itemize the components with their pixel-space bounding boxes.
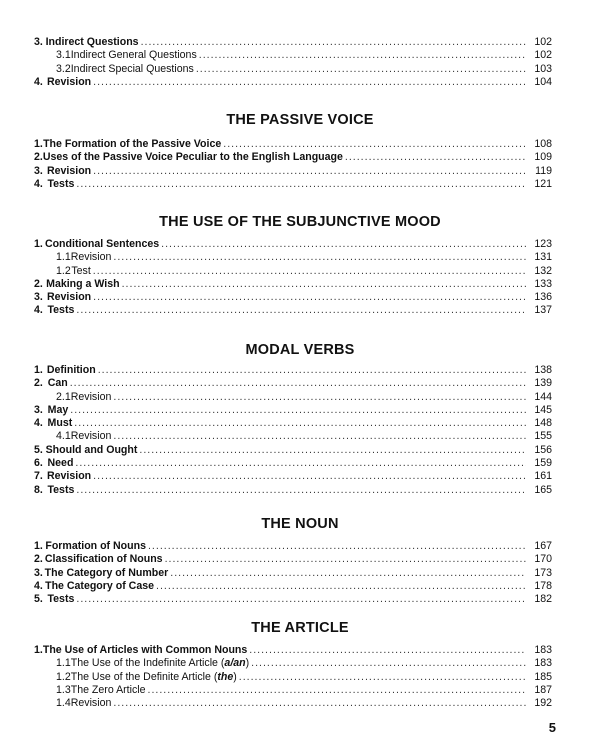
toc-entry-number: 2. — [34, 553, 43, 566]
toc-entry[interactable] — [34, 138, 552, 151]
dot-leader — [148, 540, 526, 553]
toc-entry[interactable] — [34, 553, 552, 566]
toc-entry-number: 4.1 — [56, 430, 71, 443]
toc-entry-number: 7. — [34, 470, 43, 483]
section-heading: THE NOUN — [261, 516, 339, 532]
toc-entry-title — [71, 657, 249, 670]
toc-entry-page: 131 — [534, 251, 552, 264]
toc-entry-number: 3.1 — [56, 49, 71, 62]
toc-entry-title — [43, 138, 221, 151]
toc-entry[interactable] — [34, 63, 552, 76]
toc-entry-title-text: Tests — [47, 304, 75, 317]
toc-entry-page: 102 — [534, 49, 552, 62]
toc-entry[interactable] — [34, 304, 552, 317]
toc-entry-title-text: The Category of Number — [44, 566, 169, 579]
toc-entry[interactable] — [34, 684, 552, 697]
toc-entry-title — [47, 593, 74, 606]
toc-entry-title — [46, 36, 139, 49]
toc-entry-title — [71, 391, 112, 404]
toc-entry-title-end: ) — [233, 670, 237, 683]
toc-entry-title-text: Revision — [70, 430, 112, 443]
dot-leader — [70, 377, 526, 390]
toc-entry-title — [47, 291, 91, 304]
toc-entry-number: 3. — [34, 566, 43, 579]
toc-entry-title — [45, 553, 163, 566]
toc-entry-number: 1. — [34, 540, 43, 552]
toc-entry-page: 173 — [534, 566, 552, 579]
dot-leader — [76, 304, 526, 317]
dot-leader — [148, 684, 526, 697]
toc-entry-title-text: The Formation of the Passive Voice — [43, 138, 222, 150]
toc-entry-page: 178 — [534, 579, 552, 592]
toc-entry-title-text: May — [47, 403, 69, 416]
toc-entry-page: 170 — [534, 553, 552, 566]
toc-entry[interactable] — [34, 49, 552, 62]
toc-entry-page: 161 — [534, 470, 552, 483]
toc-entry[interactable] — [34, 278, 552, 291]
toc-entry-title-text: Revision — [70, 697, 112, 710]
toc-entry[interactable] — [34, 165, 552, 178]
toc-entry-page: 119 — [535, 164, 552, 177]
dot-leader — [93, 265, 526, 278]
toc-entry-number: 8. — [34, 483, 43, 496]
toc-entry[interactable] — [34, 404, 552, 417]
toc-entry[interactable] — [34, 444, 552, 457]
dot-leader — [76, 178, 526, 191]
toc-entry-title-text: Need — [47, 457, 74, 470]
toc-entry-title-text: Tests — [47, 177, 75, 190]
dot-leader — [93, 470, 526, 483]
toc-entry-page: 123 — [534, 238, 552, 250]
toc-entry[interactable] — [34, 657, 552, 670]
toc-entry-page: 156 — [534, 443, 552, 456]
dot-leader — [199, 49, 526, 62]
toc-entry-number: 2.1 — [56, 390, 71, 403]
toc-entry[interactable] — [34, 484, 552, 497]
toc-entry[interactable] — [34, 671, 552, 684]
toc-entry-number: 1.1 — [56, 251, 71, 264]
toc-entry-page: 167 — [534, 540, 552, 552]
toc-entry-title-text: The Category of Case — [45, 579, 155, 592]
toc-entry-title — [48, 404, 69, 417]
toc-entry[interactable] — [34, 377, 552, 390]
dot-leader — [93, 76, 526, 89]
toc-section — [34, 540, 552, 606]
toc-entry-page: 148 — [534, 417, 552, 430]
toc-entry-title-text: Revision — [46, 470, 92, 483]
toc-entry-title — [71, 671, 237, 684]
toc-entry-title — [45, 567, 169, 580]
dot-leader — [122, 278, 526, 291]
toc-entry-number: 3. — [34, 36, 43, 48]
toc-entry-title — [47, 76, 91, 89]
toc-entry[interactable] — [34, 151, 552, 164]
toc-entry[interactable] — [34, 291, 552, 304]
toc-entry-title-text: Revision — [46, 164, 92, 177]
toc-entry-number: 3. — [34, 291, 43, 304]
dot-leader — [161, 238, 526, 251]
toc-entry-title — [48, 377, 68, 390]
toc-entry-title-text: Indirect Questions — [45, 36, 139, 48]
toc-entry-page: 109 — [534, 151, 552, 164]
toc-entry-number: 5. — [34, 593, 43, 606]
toc-entry-title-text: Revision — [46, 75, 92, 88]
toc-entry-page: 139 — [534, 377, 552, 390]
toc-entry-emphasis: the — [217, 670, 234, 683]
dot-leader — [70, 404, 526, 417]
toc-entry-title-text: Must — [47, 417, 73, 430]
dot-leader — [249, 644, 526, 657]
toc-entry[interactable] — [34, 457, 552, 470]
toc-entry[interactable] — [34, 644, 552, 657]
dot-leader — [139, 444, 526, 457]
toc-entry-title — [71, 49, 197, 62]
toc-entry-title — [71, 251, 112, 264]
toc-entry-number: 3. — [34, 403, 43, 416]
toc-entry-title — [47, 484, 74, 497]
page-number: 5 — [548, 720, 556, 735]
toc-entry[interactable] — [34, 430, 552, 443]
dot-leader — [345, 151, 526, 164]
toc-entry-title — [48, 457, 74, 470]
toc-entry-number: 6. — [34, 457, 43, 470]
toc-entry-title-text: Making a Wish — [46, 277, 120, 290]
toc-entry-page: 133 — [534, 277, 552, 290]
toc-entry-number: 1.1 — [56, 657, 71, 670]
section-heading: THE PASSIVE VOICE — [226, 112, 374, 128]
toc-entry-title-text: Test — [71, 264, 91, 277]
toc-section — [34, 138, 552, 191]
toc-entry-number: 3. — [34, 164, 43, 177]
toc-entry-title — [45, 580, 154, 593]
toc-entry-number: 1.2 — [56, 670, 71, 683]
dot-leader — [165, 553, 526, 566]
toc-entry[interactable] — [34, 178, 552, 191]
section-heading: THE ARTICLE — [251, 620, 349, 636]
toc-entry-title-text: Indirect Special Questions — [70, 62, 194, 75]
toc-entry-page: 136 — [534, 291, 552, 304]
toc-entry-title — [46, 278, 119, 291]
toc-entry-title-text: Uses of the Passive Voice Peculiar to the English Language — [42, 151, 343, 164]
toc-entry-number: 2. — [34, 151, 43, 164]
dot-leader — [156, 580, 526, 593]
toc-entry-title-text: Revision — [46, 291, 92, 304]
toc-entry-title — [45, 238, 159, 251]
toc-entry-page: 102 — [534, 36, 552, 48]
dot-leader — [76, 593, 526, 606]
toc-entry-number: 4. — [34, 304, 43, 317]
toc-entry[interactable] — [34, 238, 552, 251]
toc-entry-page: 132 — [534, 264, 552, 277]
toc-entry-title — [47, 165, 91, 178]
toc-entry-number: 1.4 — [56, 697, 71, 710]
toc-entry-number: 1.2 — [56, 264, 71, 277]
toc-entry-page: 155 — [534, 430, 552, 443]
dot-leader — [170, 567, 526, 580]
toc-entry-page: 187 — [534, 683, 552, 696]
dot-leader — [76, 484, 526, 497]
toc-entry-number: 4. — [34, 417, 43, 430]
dot-leader — [113, 697, 526, 710]
toc-entry-number: 1.3 — [56, 683, 71, 696]
dot-leader — [74, 417, 526, 430]
section-heading: MODAL VERBS — [245, 342, 355, 358]
toc-entry-title — [46, 444, 138, 457]
toc-entry-title-text: Classification of Nouns — [44, 553, 163, 566]
toc-entry-title — [45, 540, 146, 553]
toc-entry-title-text: The Use of Articles with Common Nouns — [42, 644, 248, 656]
toc-entry-page: 104 — [534, 75, 552, 88]
toc-entry-title — [47, 178, 74, 191]
dot-leader — [113, 391, 526, 404]
toc-entry[interactable] — [34, 580, 552, 593]
toc-entry-page: 137 — [534, 304, 552, 317]
toc-entry-title-text: Tests — [47, 483, 75, 496]
toc-entry-page: 121 — [534, 177, 552, 190]
dot-leader — [239, 671, 526, 684]
toc-entry[interactable] — [34, 251, 552, 264]
toc-entry-title — [48, 417, 73, 430]
toc-entry-title — [71, 684, 146, 697]
toc-entry-title-text: Revision — [70, 390, 112, 403]
toc-entry-number: 5. — [34, 443, 43, 456]
toc-entry-title — [71, 63, 194, 76]
dot-leader — [113, 430, 526, 443]
toc-entry-title-text: Revision — [70, 251, 112, 264]
toc-entry-title-text: Tests — [47, 593, 75, 606]
toc-entry-emphasis: a/an — [224, 657, 246, 670]
toc-entry[interactable] — [34, 417, 552, 430]
toc-entry[interactable] — [34, 391, 552, 404]
toc-entry-title — [43, 151, 343, 164]
toc-entry-title — [71, 265, 90, 278]
toc-entry-page: 159 — [534, 457, 552, 470]
section-heading: THE USE OF THE SUBJUNCTIVE MOOD — [159, 214, 441, 230]
toc-section — [34, 238, 552, 318]
toc-entry-title-text: Should and Ought — [45, 443, 138, 456]
toc-entry[interactable] — [34, 567, 552, 580]
toc-entry-number: 1. — [34, 138, 43, 150]
dot-leader — [98, 364, 526, 377]
toc-entry-title — [47, 304, 74, 317]
toc-entry-number: 1. — [34, 238, 43, 250]
toc-entry-page: 103 — [534, 62, 552, 75]
toc-entry-title-text: Definition — [46, 364, 96, 376]
toc-entry-page: 183 — [534, 644, 552, 656]
toc-entry-number: 4. — [34, 75, 43, 88]
dot-leader — [93, 165, 526, 178]
toc-entry[interactable] — [34, 470, 552, 483]
toc-entry-number: 4. — [34, 177, 43, 190]
toc-entry-title-text: The Zero Article — [70, 683, 146, 696]
toc-entry-title — [71, 430, 112, 443]
toc-entry-title-text: Indirect General Questions — [70, 49, 197, 62]
toc-entry-page: 182 — [534, 593, 552, 606]
toc-entry-number: 1. — [34, 364, 43, 376]
toc-entry-title-text: Formation of Nouns — [45, 540, 146, 552]
toc-entry-page: 192 — [534, 697, 552, 710]
toc-entry-title-text: Conditional Sentences — [44, 238, 160, 250]
toc-entry[interactable] — [34, 364, 552, 377]
toc-entry-title-text: The Use of the Indefinite Article ( — [70, 657, 225, 670]
toc-entry-title-text: Can — [47, 377, 68, 390]
dot-leader — [141, 36, 526, 49]
toc-entry-page: 108 — [534, 138, 552, 150]
toc-section — [34, 364, 552, 497]
dot-leader — [93, 291, 526, 304]
dot-leader — [75, 457, 526, 470]
toc-entry[interactable] — [34, 76, 552, 89]
toc-entry-page: 145 — [534, 403, 552, 416]
toc-entry-title-end: ) — [245, 657, 250, 670]
toc-entry-title — [47, 470, 91, 483]
dot-leader — [251, 657, 526, 670]
toc-entry-page: 144 — [534, 390, 552, 403]
toc-entry-number: 2. — [34, 277, 43, 290]
dot-leader — [223, 138, 526, 151]
toc-entry-title-text: The Use of the Definite Article ( — [70, 670, 218, 683]
toc-section — [34, 644, 552, 710]
toc-section — [34, 36, 552, 89]
toc-entry[interactable] — [34, 36, 552, 49]
toc-entry-number: 1. — [34, 644, 43, 656]
toc-entry-title — [43, 644, 247, 657]
dot-leader — [196, 63, 526, 76]
toc-entry[interactable] — [34, 697, 552, 710]
toc-entry-page: 185 — [534, 670, 552, 683]
toc-entry[interactable] — [34, 265, 552, 278]
toc-entry[interactable] — [34, 540, 552, 553]
toc-entry-number: 2. — [34, 377, 43, 390]
toc-entry-title — [47, 364, 96, 377]
toc-entry-page: 165 — [534, 483, 552, 496]
dot-leader — [113, 251, 526, 264]
toc-entry-number: 3.2 — [56, 62, 71, 75]
toc-entry-page: 183 — [534, 657, 552, 670]
toc-entry-number: 4. — [34, 579, 43, 592]
toc-entry-page: 138 — [534, 364, 552, 376]
toc-entry[interactable] — [34, 593, 552, 606]
toc-entry-title — [71, 697, 112, 710]
